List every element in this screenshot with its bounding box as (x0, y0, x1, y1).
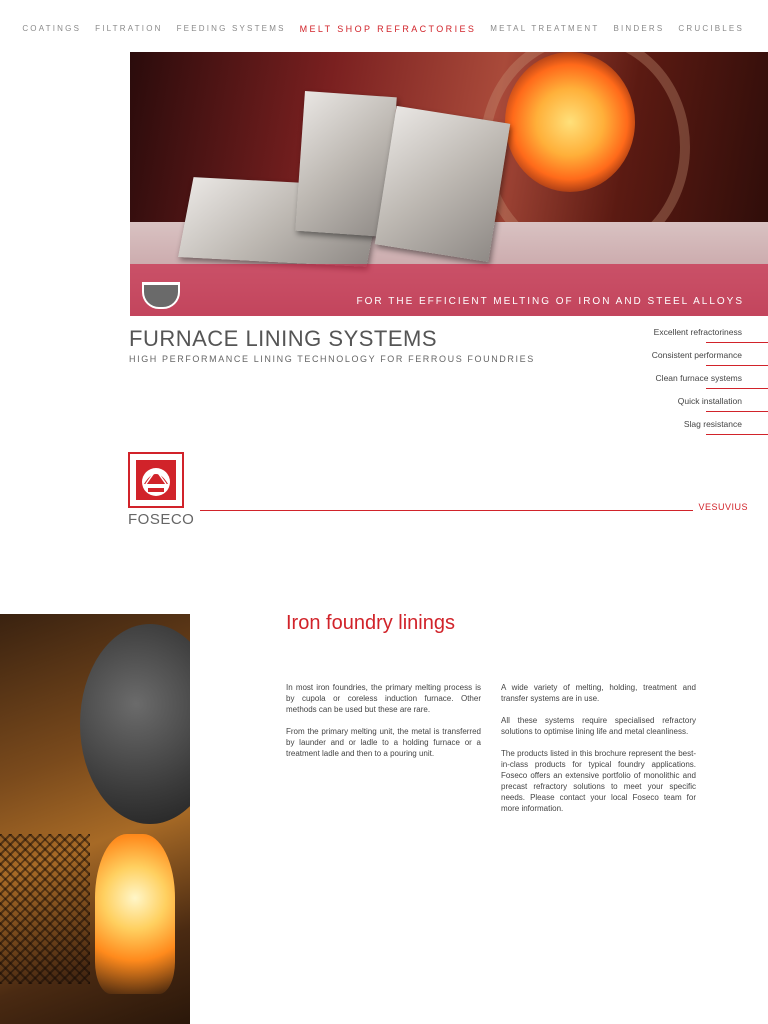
paragraph: All these systems require specialised refractory solutions to optimise lining life and metal cleanliness. (501, 716, 696, 736)
top-navigation (22, 24, 744, 34)
molten-metal-glow (505, 52, 635, 192)
feature-list (638, 326, 768, 441)
hero-image-refractory-bricks (130, 52, 768, 316)
foseco-logo (128, 452, 195, 528)
section-title: Iron foundry linings (286, 612, 455, 634)
text-column-right (501, 682, 696, 825)
refractory-brick (375, 106, 510, 262)
nav-item-binders[interactable]: BINDERS (613, 24, 665, 33)
divider-line (200, 510, 693, 511)
text-column-left (286, 682, 481, 770)
grate-mesh (0, 834, 90, 984)
feature-item: Clean furnace systems (638, 372, 768, 395)
logo-wordmark: FOSECO (128, 511, 195, 528)
nav-item-filtration[interactable]: FILTRATION (95, 24, 163, 33)
nav-item-metal-treatment[interactable]: METAL TREATMENT (490, 24, 600, 33)
feature-item: Quick installation (638, 395, 768, 418)
paragraph: In most iron foundries, the primary melting process is by cupola or coreless induction furnace. Other methods can be used but these are rare. (286, 683, 481, 714)
paragraph: From the primary melting unit, the metal is transferred by launder and or ladle to a holding furnace or a treatment ladle and then to a pouring unit. (286, 727, 481, 758)
page-title: FURNACE LINING SYSTEMS (129, 326, 438, 351)
nav-item-crucibles[interactable]: CRUCIBLES (678, 24, 744, 33)
hero-red-band (130, 264, 768, 316)
nav-item-coatings[interactable]: COATINGS (22, 24, 82, 33)
hero-tagline: FOR THE EFFICIENT MELTING OF IRON AND STEEL ALLOYS (356, 296, 744, 307)
paragraph: A wide variety of melting, holding, treatment and transfer systems are in use. (501, 683, 696, 703)
feature-item: Excellent refractoriness (638, 326, 768, 349)
ladle-lid (80, 624, 190, 824)
foundry-photo (0, 614, 190, 1024)
vesuvius-wordmark: VESUVIUS (698, 502, 748, 512)
paragraph: The products listed in this brochure represent the best-in-class products for typical foundry applications. Foseco offers an extensive portfolio of monolithic and precast refractory solutions to meet your specific needs. Please contact your local Foseco team for more information. (501, 749, 696, 813)
nav-item-feeding-systems[interactable]: FEEDING SYSTEMS (176, 24, 286, 33)
foseco-flame-icon (128, 452, 184, 508)
flame-glow (95, 834, 175, 994)
page-subtitle: HIGH PERFORMANCE LINING TECHNOLOGY FOR FERROUS FOUNDRIES (129, 354, 535, 364)
nav-item-melt-shop-refractories[interactable]: MELT SHOP REFRACTORIES (299, 24, 477, 34)
feature-item: Consistent performance (638, 349, 768, 372)
feature-item: Slag resistance (638, 418, 768, 441)
